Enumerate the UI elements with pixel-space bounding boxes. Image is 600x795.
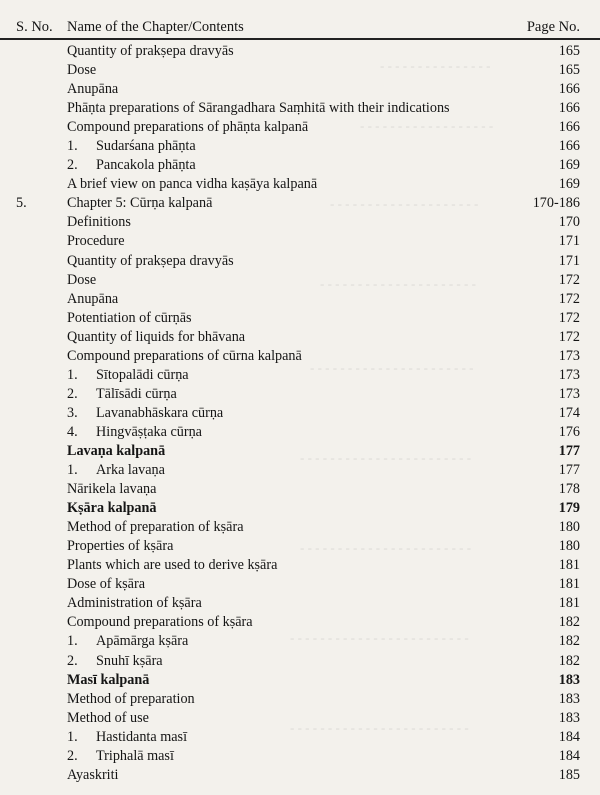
toc-row bbox=[0, 480, 600, 499]
toc-row bbox=[0, 175, 600, 194]
toc-row bbox=[0, 404, 600, 423]
entry-title: Anupāna bbox=[67, 290, 119, 307]
page-number: 166 bbox=[558, 138, 580, 155]
page-number: 172 bbox=[558, 290, 580, 307]
entry-title: Potentiation of cūrṇās bbox=[67, 309, 192, 326]
page-number: 177 bbox=[558, 442, 580, 459]
entry-title: Hastidanta masī bbox=[96, 728, 188, 745]
sno-column-header: S. No. bbox=[16, 19, 53, 35]
page-number: 181 bbox=[558, 557, 580, 574]
entry-title: Method of preparation of kṣāra bbox=[67, 519, 244, 536]
entry-title: Sudarśana phāṇta bbox=[96, 138, 196, 155]
toc-row bbox=[0, 366, 600, 385]
entry-title: Anupāna bbox=[67, 81, 119, 98]
toc-row bbox=[0, 766, 600, 785]
item-index: 1. bbox=[67, 633, 78, 650]
entry-title: Phāṇta preparations of Sārangadhara Saṃhitā with their indications bbox=[67, 100, 450, 117]
item-index: 2. bbox=[67, 157, 78, 174]
entry-title: Hingvāṣṭaka cūrṇa bbox=[96, 423, 202, 440]
toc-row bbox=[0, 652, 600, 671]
entry-title: Arka lavaṇa bbox=[96, 462, 165, 479]
toc-row bbox=[0, 213, 600, 232]
item-index: 2. bbox=[67, 747, 78, 764]
entry-title: Compound preparations of cūrna kalpanā bbox=[67, 347, 302, 364]
item-index: 4. bbox=[67, 423, 78, 440]
toc-row bbox=[0, 118, 600, 137]
page-number: 182 bbox=[558, 633, 580, 650]
entry-title: Apāmārga kṣāra bbox=[96, 633, 189, 650]
toc-row bbox=[0, 328, 600, 347]
toc-row bbox=[0, 594, 600, 613]
page-number: 171 bbox=[558, 233, 580, 250]
entry-title: Definitions bbox=[67, 214, 131, 231]
entry-title: Ayaskriti bbox=[67, 766, 119, 783]
page-number: 172 bbox=[558, 309, 580, 326]
toc-row bbox=[0, 499, 600, 518]
entry-title: Quantity of prakṣepa dravyās bbox=[67, 43, 234, 59]
page-number: 180 bbox=[558, 538, 580, 555]
toc-row bbox=[0, 442, 600, 461]
toc-row bbox=[0, 271, 600, 290]
page-number: 166 bbox=[558, 81, 580, 98]
item-index: 3. bbox=[67, 404, 78, 421]
entry-title: Nārikela lavaṇa bbox=[67, 481, 157, 498]
toc-row bbox=[0, 461, 600, 480]
toc-row bbox=[0, 385, 600, 404]
page-number: 176 bbox=[558, 423, 580, 440]
entry-title: Lavanabhāskara cūrṇa bbox=[96, 404, 224, 421]
page-number: 172 bbox=[558, 328, 580, 345]
entry-title: Sītopalādi cūrṇa bbox=[96, 366, 189, 383]
entry-title: Compound preparations of kṣāra bbox=[67, 614, 253, 631]
entry-title: Masī kalpanā bbox=[67, 671, 150, 688]
page-number: 182 bbox=[558, 652, 580, 669]
item-index: 1. bbox=[67, 138, 78, 155]
toc-row bbox=[0, 556, 600, 575]
toc-row bbox=[0, 671, 600, 690]
item-index: 1. bbox=[67, 728, 78, 745]
page-number: 183 bbox=[558, 690, 580, 707]
page-number: 165 bbox=[558, 62, 580, 79]
toc-row bbox=[0, 632, 600, 651]
entry-title: A brief view on panca vidha kaṣāya kalpanā bbox=[67, 176, 318, 193]
chapter-number: 5. bbox=[16, 195, 27, 212]
item-index: 1. bbox=[67, 366, 78, 383]
toc-row bbox=[0, 252, 600, 271]
toc-row bbox=[0, 575, 600, 594]
toc-row bbox=[0, 728, 600, 747]
entry-title: Procedure bbox=[67, 233, 125, 250]
page-number: 173 bbox=[558, 347, 580, 364]
entry-title: Triphalā masī bbox=[96, 747, 174, 764]
bleed-through-texture: - - - - - - - - - - - - - - - - - - - - - - - - - - - - - - - - - - - - - - - - - - - - - - - - - - - - - - - - - - - - - - - - - - - - - - - - - - - - - - - - - - - - - - - - - - - - - - - - - - - - - - - - - - - - - - - - - - - - - - - - - - - - - - - - - - - - - - - - - - - - - - - - - - - - - - - - - - - - - - - - - - - - - - - - - - - - - - - - - - - - - - - - - - - - - - bbox=[290, 58, 494, 735]
entry-title: Kṣāra kalpanā bbox=[67, 500, 157, 517]
entry-title: Method of use bbox=[67, 709, 149, 726]
toc-row bbox=[0, 194, 600, 213]
page-number: 173 bbox=[558, 366, 580, 383]
page-number: 185 bbox=[558, 766, 580, 783]
page-column-header: Page No. bbox=[526, 19, 580, 35]
page-number: 183 bbox=[558, 671, 580, 688]
page-number: 182 bbox=[558, 614, 580, 631]
entry-title: Method of preparation bbox=[67, 690, 195, 707]
toc-row bbox=[0, 423, 600, 442]
entry-title: Dose bbox=[67, 271, 97, 288]
item-index: 1. bbox=[67, 462, 78, 479]
entry-title: Snuhī kṣāra bbox=[96, 652, 163, 669]
entry-title: Properties of kṣāra bbox=[67, 538, 174, 555]
name-column-header: Name of the Chapter/Contents bbox=[67, 19, 244, 35]
toc-row bbox=[0, 290, 600, 309]
toc-row bbox=[0, 232, 600, 251]
toc-row bbox=[0, 537, 600, 556]
entry-title: Compound preparations of phāṇta kalpanā bbox=[67, 119, 309, 136]
table-header bbox=[0, 17, 600, 40]
entry-title: Pancakola phāṇta bbox=[96, 157, 196, 174]
page-number: 184 bbox=[558, 728, 580, 745]
page-number: 180 bbox=[558, 519, 580, 536]
page-number: 170 bbox=[558, 214, 580, 231]
page-number: 184 bbox=[558, 747, 580, 764]
page-number: 177 bbox=[558, 462, 580, 479]
page-number: 171 bbox=[558, 252, 580, 269]
entry-title: Administration of kṣāra bbox=[67, 595, 202, 612]
toc-row bbox=[0, 99, 600, 118]
toc-row bbox=[0, 747, 600, 766]
page-number: 166 bbox=[558, 100, 580, 117]
page-number: 169 bbox=[558, 176, 580, 193]
toc-row bbox=[0, 137, 600, 156]
item-index: 2. bbox=[67, 652, 78, 669]
entry-title: Plants which are used to derive kṣāra bbox=[67, 557, 278, 574]
contents-list bbox=[0, 42, 600, 785]
page-number: 181 bbox=[558, 595, 580, 612]
entry-title: Dose of kṣāra bbox=[67, 576, 146, 593]
page-number: 173 bbox=[558, 385, 580, 402]
page-number: 174 bbox=[558, 404, 580, 421]
toc-row bbox=[0, 709, 600, 728]
page-number: 169 bbox=[558, 157, 580, 174]
toc-row bbox=[0, 80, 600, 99]
toc-row bbox=[0, 690, 600, 709]
toc-row bbox=[0, 309, 600, 328]
entry-title: Quantity of liquids for bhāvana bbox=[67, 328, 246, 345]
page-number: 166 bbox=[558, 119, 580, 136]
toc-row bbox=[0, 613, 600, 632]
page-number: 179 bbox=[558, 500, 580, 517]
toc-row bbox=[0, 156, 600, 175]
toc-row bbox=[0, 347, 600, 366]
page-number: 183 bbox=[558, 709, 580, 726]
entry-title: Tālīsādi cūrṇa bbox=[96, 385, 177, 402]
page-number: 172 bbox=[558, 271, 580, 288]
page-number: 170-186 bbox=[532, 195, 580, 212]
toc-row bbox=[0, 518, 600, 537]
entry-title: Dose bbox=[67, 62, 97, 79]
entry-title: Quantity of prakṣepa dravyās bbox=[67, 252, 234, 269]
entry-title: Chapter 5: Cūrṇa kalpanā bbox=[67, 195, 213, 212]
entry-title: Lavaṇa kalpanā bbox=[67, 442, 166, 459]
page-number: 178 bbox=[558, 481, 580, 498]
page-number: 165 bbox=[558, 43, 580, 59]
toc-row bbox=[0, 42, 600, 61]
item-index: 2. bbox=[67, 385, 78, 402]
toc-row bbox=[0, 61, 600, 80]
page-number: 181 bbox=[558, 576, 580, 593]
